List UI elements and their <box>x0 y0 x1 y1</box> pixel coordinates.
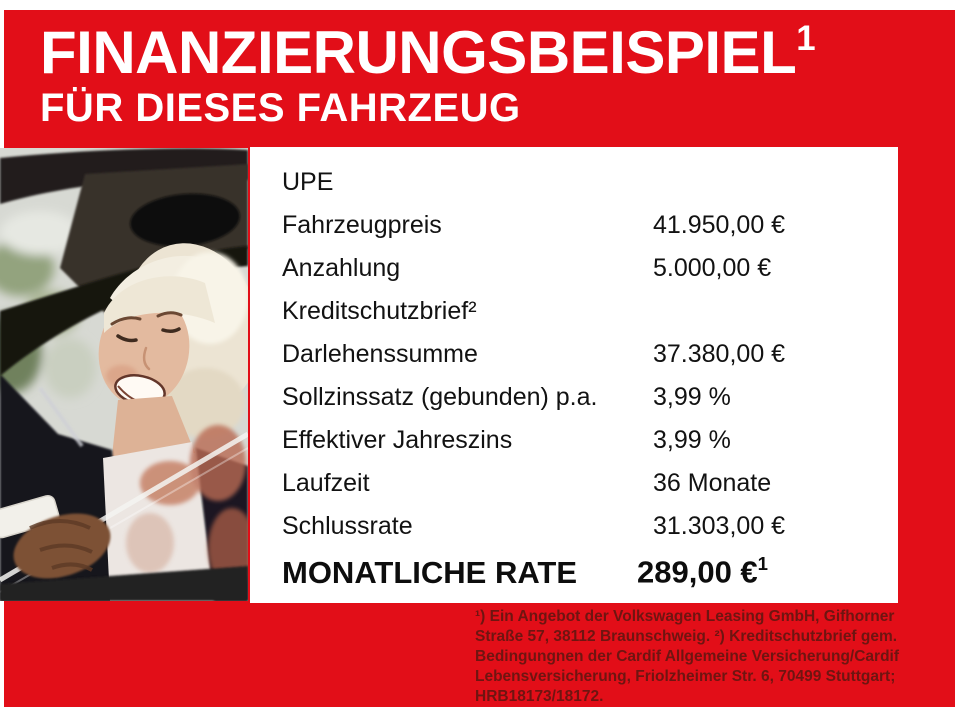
table-row <box>282 505 898 548</box>
row-label: Sollzinssatz (gebunden) p.a. <box>282 383 598 411</box>
table-row <box>282 161 898 204</box>
footnote-line: Lebensversicherung, Friolzheimer Str. 6, 70499 Stuttgart; <box>475 668 896 685</box>
row-value: 3,99 % <box>653 426 731 454</box>
monthly-rate-label: MONATLICHE RATE <box>282 554 578 590</box>
page-subtitle: FÜR DIESES FAHRZEUG <box>40 86 521 131</box>
rate-footnote-marker: 1 <box>757 553 769 575</box>
row-value: 31.303,00 € <box>653 512 786 540</box>
row-label: Effektiver Jahreszins <box>282 426 513 454</box>
footnote-line: ¹) Ein Angebot der Volkswagen Leasing GmbH, Gifhorner <box>475 608 895 625</box>
table-row <box>282 290 898 333</box>
car-photo <box>0 148 248 601</box>
row-value: 36 Monate <box>653 469 772 497</box>
financing-table <box>250 147 898 603</box>
row-label: UPE <box>282 168 334 196</box>
header <box>40 19 816 131</box>
row-label: Schlussrate <box>282 512 413 540</box>
row-value: 37.380,00 € <box>653 340 786 368</box>
row-label: Darlehenssumme <box>282 340 478 368</box>
footnote-line: Straße 57, 38112 Braunschweig. ²) Kreditschutzbrief gem. <box>475 628 898 645</box>
woman-in-car-illustration <box>0 148 248 601</box>
table-row <box>282 376 898 419</box>
table-row <box>282 333 898 376</box>
row-label: Kreditschutzbrief² <box>282 297 477 325</box>
row-label: Anzahlung <box>282 254 401 282</box>
footnote-line: HRB18173/18172. <box>475 688 604 705</box>
row-label: Laufzeit <box>282 469 370 497</box>
row-value: 41.950,00 € <box>653 211 786 239</box>
table-row <box>282 247 898 290</box>
footnote <box>475 607 900 707</box>
row-value: 5.000,00 € <box>653 254 772 282</box>
footnote-line: Bedingungnen der Cardif Allgemeine Versicherung/Cardif <box>475 648 900 665</box>
row-label: Fahrzeugpreis <box>282 211 442 239</box>
monthly-rate-row <box>282 548 898 597</box>
monthly-rate-value: 289,00 €$^1$ <box>637 553 769 590</box>
page-title <box>40 19 816 86</box>
table-row <box>282 204 898 247</box>
row-value: 3,99 % <box>653 383 731 411</box>
table-row <box>282 462 898 505</box>
table-row <box>282 419 898 462</box>
page-title-footnote-marker: 1 <box>796 19 816 58</box>
page-title-text: FINANZIERUNGSBEISPIEL <box>40 19 797 86</box>
